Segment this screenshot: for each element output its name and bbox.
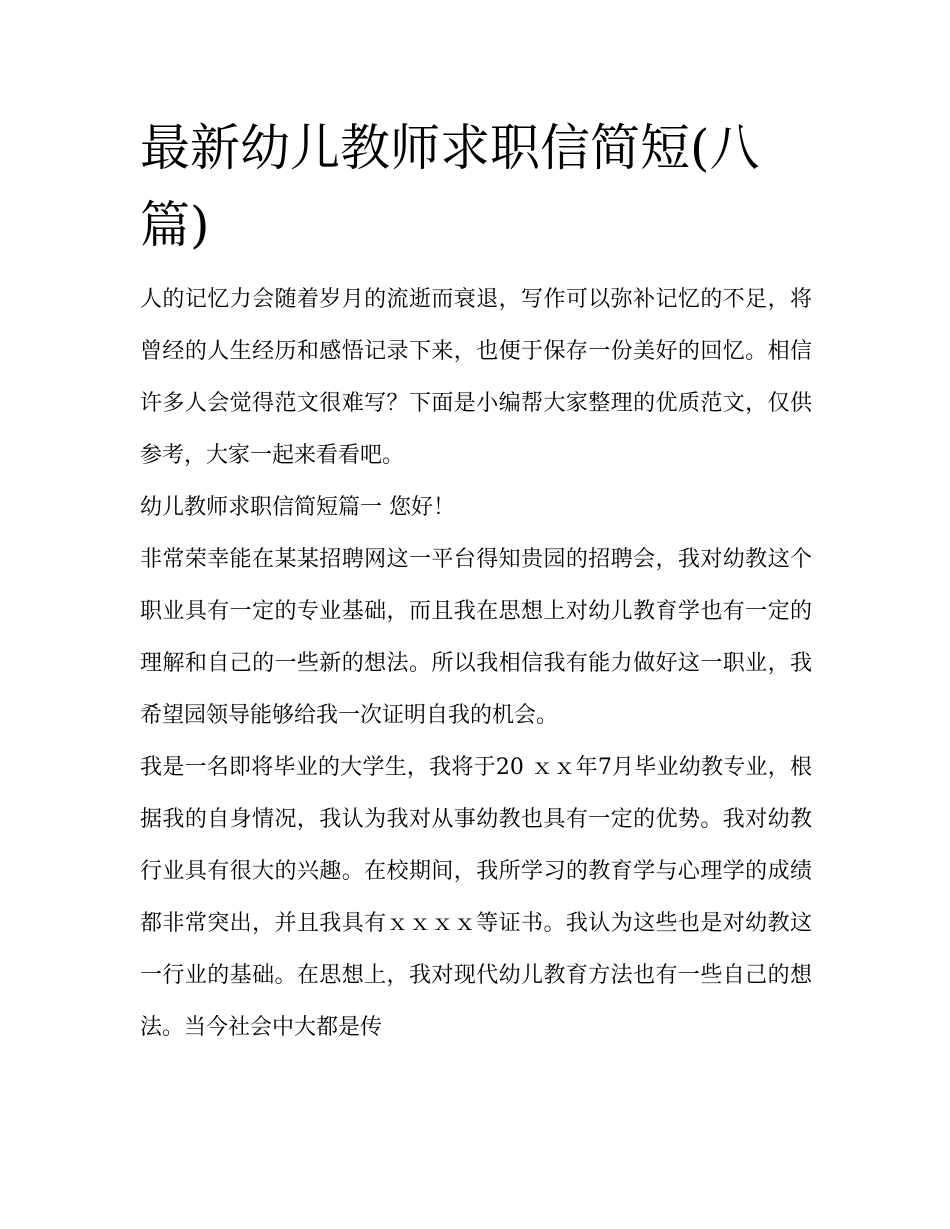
body-paragraph: 我是一名即将毕业的大学生，我将于20 ｘｘ年7月毕业幼教专业，根据我的自身情况，我认为我对从事幼教也具有一定的优势。我对幼教行业具有很大的兴趣。在校期间，我所学习的教育学与心理学的成绩都非常突出，并且我具有ｘｘｘｘ等证书。我认为这些也是对幼教这一行业的基础。在思想上，我对现代幼儿教育方法也有一些自己的想法。当今社会中大都是传 bbox=[140, 755, 812, 1040]
intro-paragraph: 人的记忆力会随着岁月的流逝而衰退，写作可以弥补记忆的不足，将曾经的人生经历和感悟记录下来，也便于保存一份美好的回忆。相信许多人会觉得范文很难写？下面是小编帮大家整理的优质范文，仅供参考，大家一起来看看吧。 bbox=[140, 287, 812, 468]
body-paragraph: 非常荣幸能在某某招聘网这一平台得知贵园的招聘会，我对幼教这个职业具有一定的专业基础，而且我在思想上对幼儿教育学也有一定的理解和自己的一些新的想法。所以我相信我有能力做好这一职业，我希望园领导能够给我一次证明自我的机会。 bbox=[140, 547, 812, 728]
document-body bbox=[140, 274, 812, 1054]
section-heading-paragraph: 幼儿教师求职信简短篇一 您好！ bbox=[140, 495, 455, 520]
document-title: 最新幼儿教师求职信简短(八篇) bbox=[140, 119, 760, 254]
